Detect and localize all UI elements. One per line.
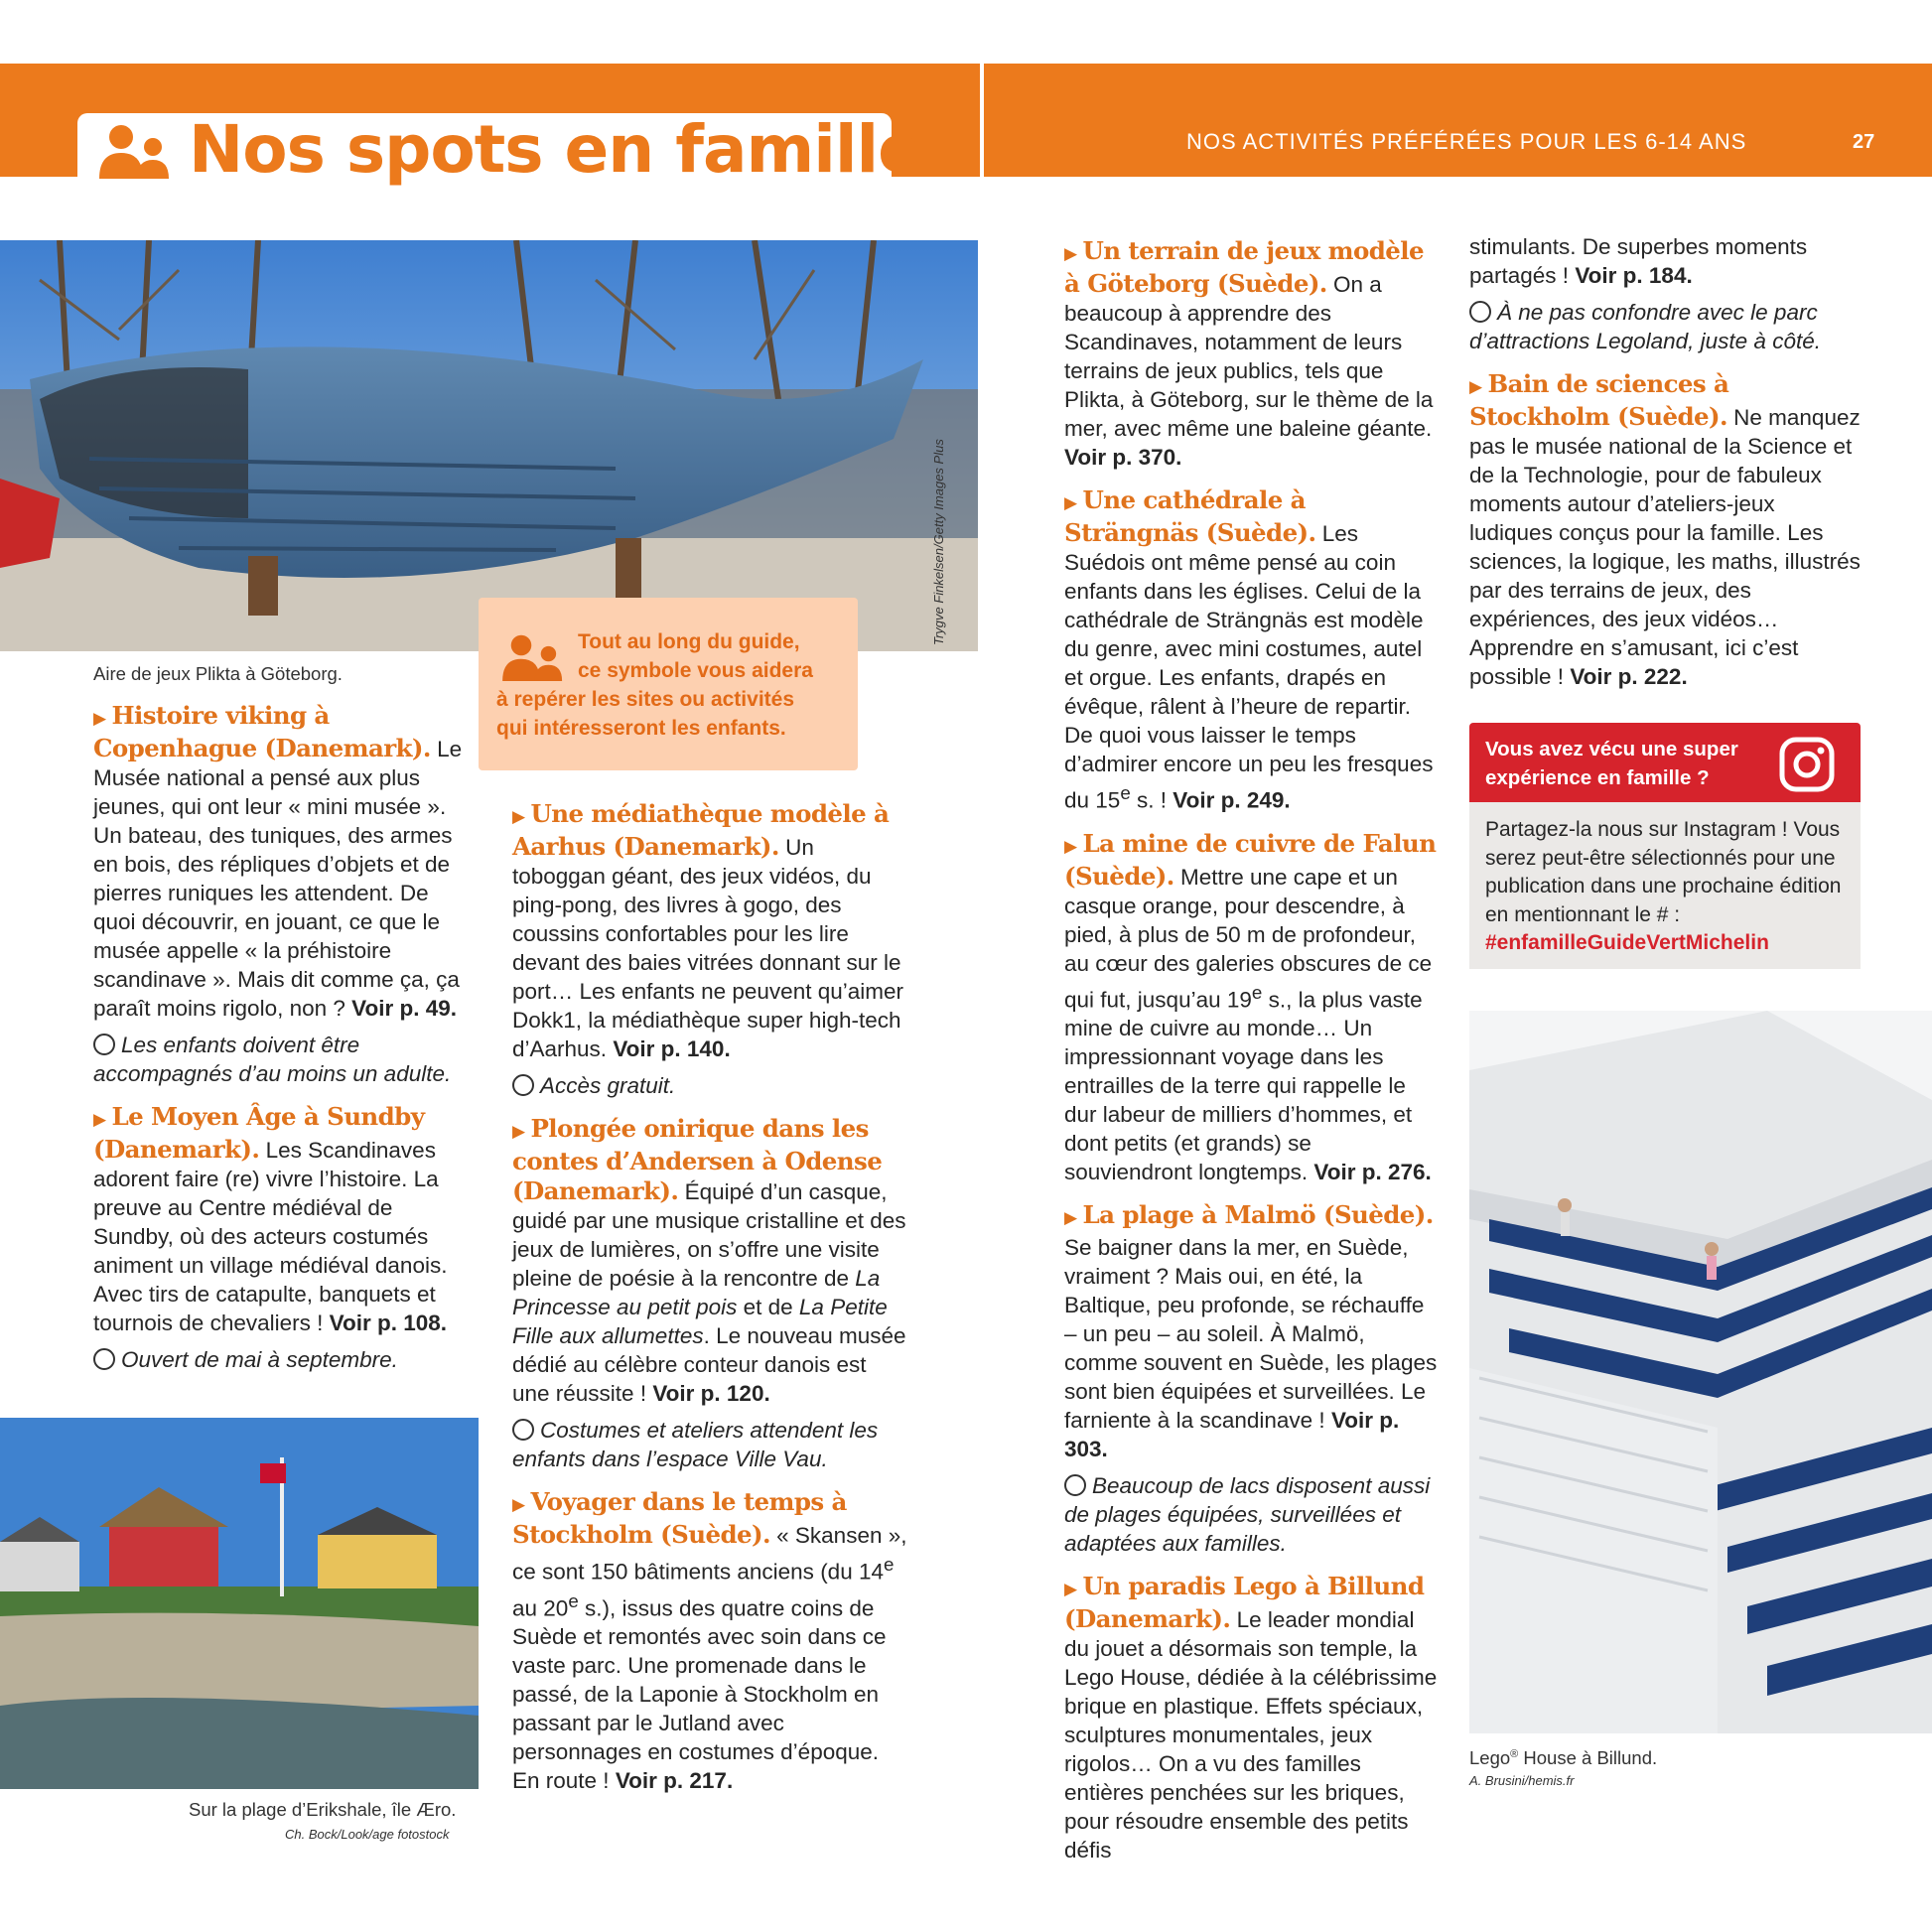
kid-face-icon [93, 1034, 115, 1055]
kid-face-icon [512, 1419, 534, 1441]
beach-photo-credit: Ch. Bock/Look/age fotostock [285, 1827, 450, 1842]
article-title: ▶ Un paradis Lego à Billund (Danemark). [1064, 1572, 1425, 1633]
article-title: ▶ Histoire viking à Copenhague (Danemark). [93, 701, 431, 762]
beach-photo [0, 1418, 479, 1789]
kids-note: Les enfants doivent être accompagnés d’au moins un adulte. [93, 1033, 452, 1086]
kids-note: Beaucoup de lacs disposent aussi de plages équipées, surveillées et adaptées aux familles. [1064, 1473, 1431, 1556]
kids-note: Accès gratuit. [512, 1071, 909, 1100]
family-icon [99, 123, 171, 179]
article-title: ▶ La mine de cuivre de Falun (Suède). [1064, 828, 1437, 891]
article: ▶ La plage à Malmö (Suède). Se baigner dans la mer, en Suède, vraiment ? Mais oui, en été, la Baltique, peu profonde, se réchauffe – un peu – au soleil. À Malmö, comme souvent en Suède, les plages sont bien équipées et surveillées. Le farniente à la scandinave ! Voir p. 303. [1064, 1200, 1438, 1461]
article-title: ▶ La plage à Malmö (Suède). [1064, 1200, 1434, 1229]
article: ▶ Plongée onirique dans les contes d’Andersen à Odense (Danemark). Équipé d’un casque, guidé par une musique cristalline et des jeux de lumières, on s’offre une visite pleine de poésie à la rencontre de La Princesse au petit pois et de La Petite Fille aux allumettes. Le nouveau musée dédié au célèbre conteur danois est une réussite ! Voir p. 120. [512, 1114, 906, 1406]
callout-line: ce symbole vous aidera [578, 659, 813, 682]
article: ▶ Une médiathèque modèle à Aarhus (Danemark). Un toboggan géant, des jeux vidéos, du ping-pong, des livres à gogo, des coussins confortables pour les lire devant des baies vitrées donnant sur le port… Les enfants ne peuvent qu’aimer Dokk1, la médiathèque super high-tech d’Aarhus. Voir p. 140. [512, 799, 903, 1061]
kid-face-icon [93, 1348, 115, 1370]
column-1 [93, 701, 471, 1382]
lego-house-photo [1469, 1011, 1932, 1733]
kid-face-icon [1064, 1474, 1086, 1496]
callout-line: à repérer les sites ou activités [496, 688, 794, 711]
beach-photo-caption: Sur la plage d’Erikshale, île Æro. [189, 1799, 457, 1820]
kid-face-icon [512, 1074, 534, 1096]
whale-photo-caption: Aire de jeux Plikta à Göteborg. [93, 663, 343, 684]
kids-note: Ouvert de mai à septembre. [93, 1345, 471, 1374]
article-title: ▶ Le Moyen Âge à Sundby (Danemark). [93, 1102, 425, 1164]
article-title: ▶ Une médiathèque modèle à Aarhus (Danemark). [512, 799, 890, 861]
instagram-heading: Vous avez vécu une super expérience en famille ? [1485, 738, 1738, 789]
kid-face-icon [1469, 301, 1491, 323]
lego-photo-caption: Lego® House à Billund. [1469, 1747, 1658, 1768]
column-3 [1064, 236, 1442, 1872]
article-title: ▶ Voyager dans le temps à Stockholm (Suède). [512, 1487, 847, 1549]
page-number: 27 [1853, 131, 1875, 153]
article-title: ▶ Une cathédrale à Strängnäs (Suède). [1064, 485, 1316, 547]
instagram-hashtag: #enfamilleGuideVertMichelin [1485, 931, 1769, 954]
article: ▶ La mine de cuivre de Falun (Suède). Mettre une cape et un casque orange, pour descendre, à pied, à plus de 50 m de profondeur, au cœur des galeries obscures de ce qui fut, jusqu’au 19e s., la plus vaste mine de cuivre au monde… Un impressionnant voyage dans les entrailles de la terre qui rappelle le dur labeur de milliers d’hommes, et dont petits (et grands) se souviendront longtemps. Voir p. 276. [1064, 828, 1437, 1184]
column-4 [1469, 232, 1863, 699]
kids-note: À ne pas confondre avec le parc d’attractions Legoland, juste à côté. [1469, 300, 1821, 353]
column-2 [512, 799, 909, 1803]
instagram-text: Partagez-la nous sur Instagram ! Vous serez peut-être sélectionnés pour une publication dans une prochaine édition en mentionnant le # : #enfamilleGuideVertMichelin [1485, 818, 1842, 954]
article-title: ▶ Un terrain de jeux modèle à Göteborg (Suède). [1064, 236, 1424, 298]
article: ▶ Histoire viking à Copenhague (Danemark). Le Musée national a pensé aux plus jeunes, qui ont leur « mini musée ». Un bateau, des tuniques, des armes en bois, des répliques d’objets et de pierres runiques les attendent. De quoi découvrir, en jouant, ce que le musée appelle « la préhistoire scandinave ». Mais dit comme ça, ça paraît moins rigolo, non ? Voir p. 49. [93, 701, 463, 1021]
article: ▶ Un paradis Lego à Billund (Danemark). Le leader mondial du jouet a désormais son temple, la Lego House, dédiée à la célébrissime brique en plastique. Effets spéciaux, sculptures monumentales, jeux rigolos… On a vu des familles entières penchées sur les briques, pour résoudre ensemble des petits défis [1064, 1572, 1438, 1863]
whale-playground-photo [0, 240, 978, 651]
header-bar-right [984, 64, 1932, 177]
article: ▶ Un terrain de jeux modèle à Göteborg (Suède). On a beaucoup à apprendre des Scandinaves, notamment de leurs terrains de jeux publics, tels que Plikta, à Göteborg, sur le thème de la mer, avec même une baleine géante. Voir p. 370. [1064, 236, 1434, 470]
instagram-icon [1779, 737, 1835, 792]
article: ▶ Une cathédrale à Strängnäs (Suède). Les Suédois ont même pensé au coin enfants dans les églises. Celui de la cathédrale de Strängnäs est modèle du genre, avec mini costumes, autel et orgue. Les enfants, drapés en évêque, râlent à l’heure de repartir. De quoi vous laisser le temps d’admirer encore un peu les fresques du 15e s. ! Voir p. 249. [1064, 485, 1434, 813]
article: ▶ Bain de sciences à Stockholm (Suède). Ne manquez pas le musée national de la Science et de la Technologie, pour de fabuleux moments autour d’ateliers-jeux ludiques conçus pour la famille. Les sciences, la logique, les maths, illustrés par des terrains de jeux, des expériences, des jeux vidéos… Apprendre en s’amusant, ici c’est possible ! Voir p. 222. [1469, 369, 1861, 689]
family-icon [500, 633, 566, 681]
article: ▶ Le Moyen Âge à Sundby (Danemark). Les Scandinaves adorent faire (re) vivre l’histoire. La preuve au Centre médiéval de Sundby, où des acteurs costumés animent un village médiéval danois. Avec tirs de catapulte, banquets et tournois de chevaliers ! Voir p. 108. [93, 1102, 448, 1335]
article-title: ▶ Bain de sciences à Stockholm (Suède). [1469, 369, 1729, 431]
kids-note: Costumes et ateliers attendent les enfants dans l’espace Ville Vau. [512, 1418, 879, 1471]
callout-line: qui intéresseront les enfants. [496, 717, 786, 740]
section-title: NOS ACTIVITÉS PRÉFÉRÉES POUR LES 6-14 ANS [1186, 129, 1747, 154]
whale-photo-credit: Trygve Finkelsen/Getty Images Plus [931, 439, 946, 645]
page-title: Nos spots en famille [189, 111, 921, 188]
lego-photo-credit: A. Brusini/hemis.fr [1469, 1773, 1575, 1788]
callout-line: Tout au long du guide, [578, 630, 800, 653]
article: ▶ Voyager dans le temps à Stockholm (Suède). « Skansen », ce sont 150 bâtiments anciens (du 14e au 20e s.), issus des quatre coins de Suède et remontés avec soin dans ce vaste parc. Une promenade dans le passé, de la Laponie à Stockholm en passant par le Jutland avec personnages en costumes d’époque. En route ! Voir p. 217. [512, 1487, 907, 1793]
article-title: ▶ Plongée onirique dans les contes d’Andersen à Odense (Danemark). [512, 1114, 883, 1205]
article-continued: stimulants. De superbes moments partagés ! Voir p. 184. [1469, 234, 1808, 288]
